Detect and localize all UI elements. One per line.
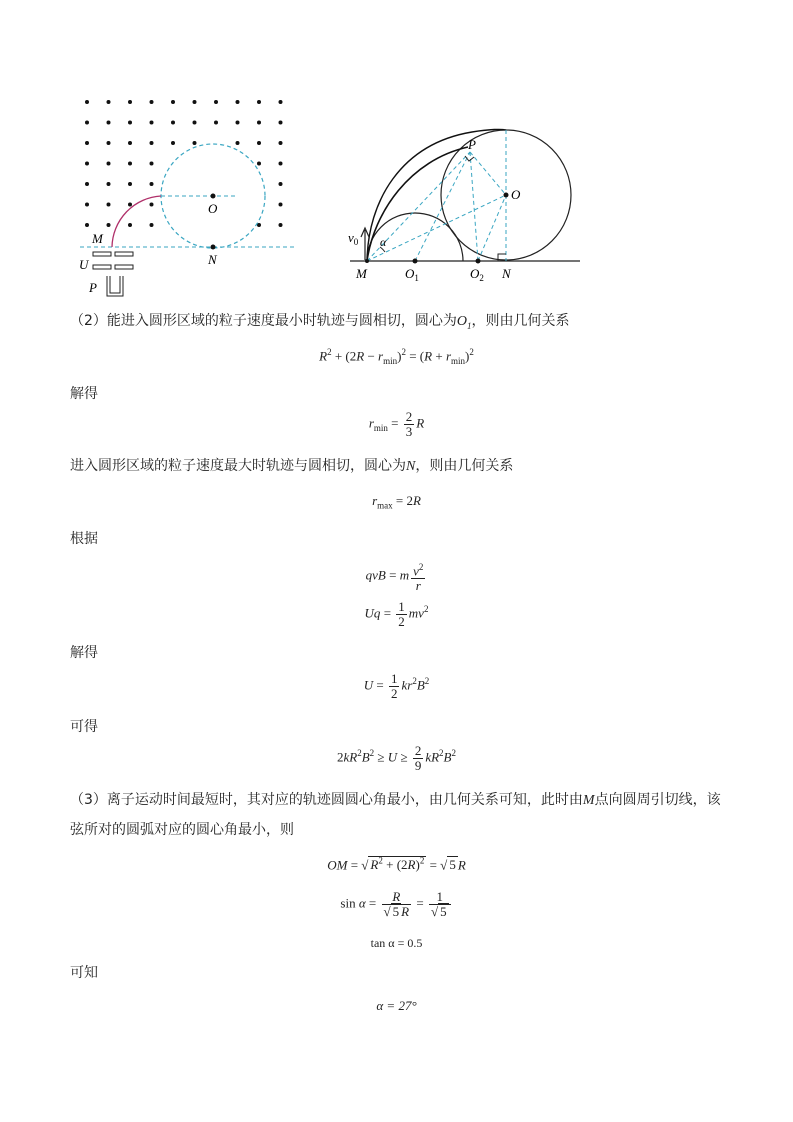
label-n: N	[208, 252, 217, 267]
field-dot	[150, 223, 154, 227]
field-dot	[107, 100, 111, 104]
label-p: P	[89, 280, 97, 295]
dash-p-o	[470, 152, 506, 195]
field-dot	[150, 162, 154, 166]
field-dot	[171, 141, 175, 145]
label-alpha: α	[380, 235, 387, 249]
eq-u-range: $2kR^2B^2 \ge U$ ≥ $\frac{2}{9}$ $kR^2B^2$	[336, 743, 456, 773]
field-dot	[236, 121, 240, 125]
field-dot	[214, 100, 218, 104]
field-dot	[128, 203, 132, 207]
plate-top-right	[115, 252, 133, 256]
field-dot	[193, 100, 197, 104]
field-dot	[128, 141, 132, 145]
part2-heading	[70, 311, 570, 336]
para2-text-b: ，则由几何关系	[415, 458, 514, 474]
field-dot	[193, 121, 197, 125]
field-dot	[193, 141, 197, 145]
point-o2	[476, 259, 481, 264]
var-o1: $O_1$	[456, 314, 472, 331]
field-dot	[85, 223, 89, 227]
field-dot	[107, 203, 111, 207]
field-dot	[279, 203, 283, 207]
field-dot	[150, 121, 154, 125]
part3-text-a: （3）离子运动时间最短时，其对应的轨迹圆圆心角最小，由几何关系可知，此时由	[70, 792, 583, 808]
trajectory-outer	[367, 129, 506, 261]
eq-sin-alpha: sin α = $\frac{R}{√ 5 R}$ = $\frac{1}{√ 5}$	[0, 890, 793, 919]
field-dot	[85, 203, 89, 207]
point-o	[211, 194, 216, 199]
eq-energy: Uq = $\frac{1}{2}$ $mv^2$	[364, 599, 429, 629]
part2-heading-tail: ，则由几何关系	[471, 313, 570, 329]
field-dot	[279, 162, 283, 166]
dash-o2-o	[478, 195, 506, 261]
field-dot	[85, 141, 89, 145]
field-dot	[150, 182, 154, 186]
according-label: 根据	[70, 531, 98, 547]
point-n	[211, 245, 216, 250]
dash-p-o2	[470, 152, 478, 261]
field-dot	[107, 182, 111, 186]
part2-heading-text: （2）能进入圆形区域的粒子速度最小时轨迹与圆相切，圆心为	[70, 313, 457, 329]
obtain-label: 可得	[70, 719, 98, 735]
eq-lorentz: qvB = m $\frac{v^2}{r}$	[365, 562, 424, 594]
field-dot	[107, 141, 111, 145]
right-figure	[330, 92, 590, 287]
field-dot	[279, 100, 283, 104]
eq-r-min: $r_{min}$ = $\frac{2}{3}$ R	[368, 409, 425, 439]
know-label: 可知	[70, 965, 98, 981]
field-dot	[236, 141, 240, 145]
solve-label-2: 解得	[70, 645, 98, 661]
ion-source	[107, 276, 123, 296]
field-dot	[128, 223, 132, 227]
label-m: M	[92, 231, 103, 246]
label-o1: $O_1$	[405, 266, 419, 283]
trajectory-arc	[112, 196, 161, 247]
field-dot	[85, 121, 89, 125]
solve-label-1: 解得	[70, 386, 98, 402]
field-dot	[150, 141, 154, 145]
part3-line1	[70, 790, 730, 811]
plate-top-left	[93, 252, 111, 256]
var-n: N	[406, 459, 416, 474]
label-v0: $v_0$	[348, 230, 359, 247]
label-u: U	[79, 257, 89, 272]
field-dot	[279, 182, 283, 186]
field-dot	[279, 141, 283, 145]
eq-r-max: $r_{max} = 2R$	[372, 493, 421, 511]
plate-bottom-right	[115, 265, 133, 269]
field-dot	[128, 100, 132, 104]
field-dot	[257, 162, 261, 166]
field-dot	[150, 100, 154, 104]
eq-alpha-value: α = 27°	[376, 998, 417, 1013]
point-m	[365, 259, 369, 263]
field-dot	[171, 121, 175, 125]
label-m-right: M	[356, 266, 367, 281]
point-o1	[413, 259, 418, 264]
field-dot	[128, 162, 132, 166]
field-dot	[279, 121, 283, 125]
field-dot	[85, 182, 89, 186]
field-dot	[257, 141, 261, 145]
field-dot	[85, 162, 89, 166]
field-dot	[171, 100, 175, 104]
eq-geometry-min: $R^2 + (2R - r_{min})^2 = (R + r_{min})^2$	[319, 347, 474, 366]
field-dot	[279, 223, 283, 227]
field-dot	[257, 100, 261, 104]
part3-text-b: 点向圆周引切线，该	[594, 792, 721, 808]
field-dot	[236, 100, 240, 104]
field-dot	[107, 162, 111, 166]
label-o2: $O_2$	[470, 266, 484, 283]
field-dot	[150, 203, 154, 207]
para2-text-a: 进入圆形区域的粒子速度最大时轨迹与圆相切，圆心为	[70, 458, 406, 474]
plate-bottom-left	[93, 265, 111, 269]
field-dot	[107, 121, 111, 125]
left-figure	[75, 92, 300, 307]
field-dot	[128, 182, 132, 186]
field-dot	[214, 121, 218, 125]
field-dot	[128, 121, 132, 125]
part2-para2	[70, 456, 513, 477]
point-o-right	[504, 193, 509, 198]
eq-tan-alpha: tan α = 0.5	[370, 936, 423, 950]
part3-line2: 弦所对的圆弧对应的圆心角最小，则	[70, 822, 294, 838]
label-o: O	[208, 201, 218, 216]
label-o-right: O	[511, 187, 521, 202]
eq-u: U = $\frac{1}{2}$ $kr^2B^2$	[363, 671, 430, 701]
var-m: M	[582, 793, 595, 808]
field-dot	[107, 223, 111, 227]
field-dot	[257, 121, 261, 125]
eq-om: OM = √ $R^2 + (2R)^2$ = √ 5 R	[327, 856, 466, 873]
label-p-right: P	[468, 137, 476, 152]
label-n-right: N	[502, 266, 511, 281]
field-dot	[85, 100, 89, 104]
